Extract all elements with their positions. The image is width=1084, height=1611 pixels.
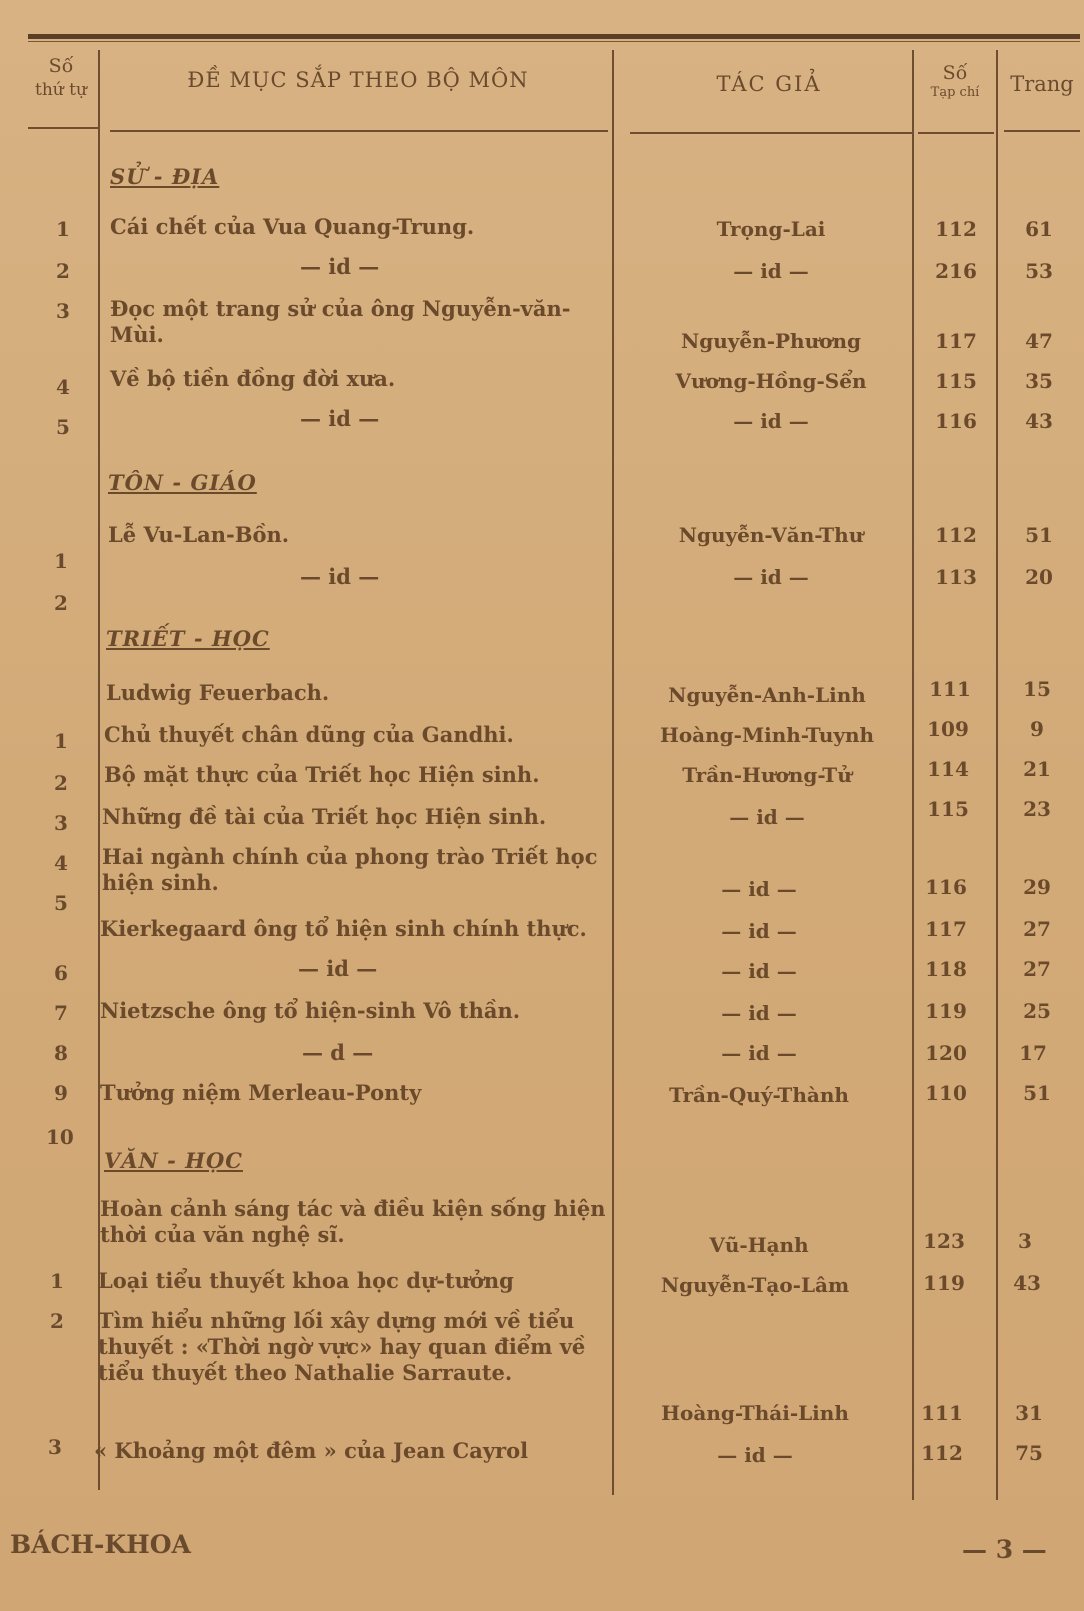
row-number: 5 (54, 891, 68, 915)
row-number: 1 (56, 217, 70, 241)
row-page: 20 (1025, 565, 1053, 589)
row-title: Hai ngành chính của phong trào Triết học hiện sinh. (102, 844, 598, 895)
row-author: Trọng-Lai (716, 217, 826, 241)
row-number: 2 (54, 771, 68, 795)
row-number: 5 (56, 415, 70, 439)
row-author: — id — (733, 565, 809, 589)
row-page: 75 (1015, 1441, 1043, 1465)
row-author: — id — (721, 877, 797, 901)
row-title: Lễ Vu-Lan-Bồn. (108, 522, 290, 547)
row-title: Bộ mặt thực của Triết học Hiện sinh. (104, 762, 540, 787)
row-issue: 112 (935, 523, 977, 547)
row-title: — id — (300, 406, 380, 431)
row-page: 27 (1023, 957, 1051, 981)
row-page: 15 (1023, 677, 1051, 701)
row-number: 1 (50, 1269, 64, 1293)
row-number: 8 (54, 1041, 68, 1065)
row-issue: 119 (925, 999, 967, 1023)
row-number: 4 (56, 375, 70, 399)
row-title: Kierkegaard ông tổ hiện sinh chính thực. (100, 916, 587, 941)
row-page: 31 (1015, 1401, 1043, 1425)
row-issue: 117 (935, 329, 977, 353)
row-page: 21 (1023, 757, 1051, 781)
section-triet-hoc: TRIẾT - HỌC (106, 626, 270, 651)
row-author: Trần-Quý-Thành (669, 1083, 849, 1107)
row-issue: 109 (927, 717, 969, 741)
row-author: — id — (721, 919, 797, 943)
row-author: — id — (729, 805, 805, 829)
section-ton-giao: TÔN - GIÁO (108, 470, 257, 495)
row-issue: 113 (935, 565, 977, 589)
row-title: Loại tiểu thuyết khoa học dự-tưởng (98, 1268, 514, 1293)
row-author: Vũ-Hạnh (709, 1233, 809, 1257)
row-title: « Khoảng một đêm » của Jean Cayrol (94, 1438, 529, 1463)
row-title: Tưởng niệm Merleau-Ponty (100, 1080, 422, 1105)
row-title: Chủ thuyết chân dũng của Gandhi. (104, 722, 514, 747)
row-issue: 216 (935, 259, 977, 283)
row-issue: 112 (921, 1441, 963, 1465)
row-author: — id — (717, 1443, 793, 1467)
row-issue: 115 (935, 369, 977, 393)
row-number: 1 (54, 549, 68, 573)
row-author: — id — (721, 959, 797, 983)
row-author: Nguyễn-Anh-Linh (668, 683, 866, 707)
row-author: Nguyễn-Văn-Thư (678, 523, 864, 547)
row-title: Nietzsche ông tổ hiện-sinh Vô thần. (100, 998, 521, 1023)
row-page: 53 (1025, 259, 1053, 283)
row-number: 7 (54, 1001, 68, 1025)
row-issue: 120 (925, 1041, 967, 1065)
row-author: Hoàng-Thái-Linh (661, 1401, 849, 1425)
row-title: Đọc một trang sử của ông Nguyễn-văn-Mùi. (110, 296, 571, 347)
row-author: — id — (721, 1041, 797, 1065)
row-title: — id — (298, 956, 378, 981)
row-issue: 116 (925, 875, 967, 899)
row-page: 43 (1025, 409, 1053, 433)
row-author: — id — (721, 1001, 797, 1025)
row-author: Trần-Hương-Tử (682, 763, 852, 787)
row-number: 6 (54, 961, 68, 985)
footer-magazine-name: BÁCH-KHOA (10, 1530, 191, 1559)
section-van-hoc: VĂN - HỌC (104, 1148, 243, 1173)
row-title: Những đề tài của Triết học Hiện sinh. (102, 804, 547, 829)
header-issue (915, 63, 995, 103)
header-author: TÁC GIẢ (716, 72, 822, 96)
row-author: Vương-Hồng-Sển (675, 369, 867, 393)
row-issue: 111 (921, 1401, 963, 1425)
row-number: 2 (54, 591, 68, 615)
row-number: 1 (54, 729, 68, 753)
row-author: Hoàng-Minh-Tuynh (659, 723, 875, 747)
section-su-dia: SỬ - ĐỊA (110, 164, 220, 189)
row-page: 47 (1025, 329, 1053, 353)
header-title: ĐỀ MỤC SẮP THEO BỘ MÔN (187, 68, 529, 92)
row-page: 23 (1023, 797, 1051, 821)
row-issue: 110 (925, 1081, 967, 1105)
header-rule-author (630, 132, 912, 134)
row-number: 10 (46, 1125, 74, 1149)
header-rule-title (110, 130, 608, 132)
header-stt-line2: thứ tự (35, 80, 87, 100)
header-issue-line2: Tạp chí (930, 85, 980, 100)
header-stt-line1: Số (48, 55, 74, 77)
row-title: Tìm hiểu những lối xây dựng mới về tiểu thuyết : «Thời ngờ vực» hay quan điểm về tiểu thuyết theo Nathalie Sarraute. (98, 1308, 586, 1385)
row-page: 51 (1023, 1081, 1051, 1105)
row-title: — id — (300, 254, 380, 279)
row-page: 29 (1023, 875, 1051, 899)
row-title: Hoàn cảnh sáng tác và điều kiện sống hiện thời của văn nghệ sĩ. (100, 1196, 606, 1247)
row-issue: 115 (927, 797, 969, 821)
header-rule-stt (28, 127, 98, 129)
row-page: 9 (1030, 717, 1044, 741)
header-rule-issue (918, 132, 994, 134)
row-issue: 123 (923, 1229, 965, 1253)
row-page: 27 (1023, 917, 1051, 941)
row-number: 4 (54, 851, 68, 875)
row-title: Ludwig Feuerbach. (106, 680, 330, 705)
header-rule-page (1004, 130, 1080, 132)
header-stt (22, 54, 100, 102)
row-title: — d — (302, 1040, 374, 1065)
row-title: — id — (300, 564, 380, 589)
row-author: — id — (733, 259, 809, 283)
row-issue: 111 (929, 677, 971, 701)
row-number: 3 (54, 811, 68, 835)
header-issue-line1: Số (942, 62, 968, 84)
row-page: 35 (1025, 369, 1053, 393)
row-page: 61 (1025, 217, 1053, 241)
row-number: 2 (56, 259, 70, 283)
row-page: 25 (1023, 999, 1051, 1023)
row-issue: 114 (927, 757, 969, 781)
row-page: 3 (1018, 1229, 1032, 1253)
row-number: 3 (48, 1435, 62, 1459)
row-number: 2 (50, 1309, 64, 1333)
row-issue: 112 (935, 217, 977, 241)
row-issue: 119 (923, 1271, 965, 1295)
row-page: 51 (1025, 523, 1053, 547)
row-page: 17 (1019, 1041, 1047, 1065)
top-rule-thin (28, 41, 1080, 42)
row-author: — id — (733, 409, 809, 433)
row-title: Cái chết của Vua Quang-Trung. (110, 214, 475, 239)
row-title: Về bộ tiền đồng đời xưa. (110, 366, 396, 391)
row-author: Nguyễn-Phương (681, 329, 861, 353)
row-issue: 117 (925, 917, 967, 941)
row-issue: 116 (935, 409, 977, 433)
row-page: 43 (1013, 1271, 1041, 1295)
footer-page-number: — 3 — (962, 1535, 1047, 1564)
row-author: Nguyễn-Tạo-Lâm (660, 1273, 850, 1297)
row-number: 9 (54, 1081, 68, 1105)
row-number: 3 (56, 299, 70, 323)
top-rule (28, 34, 1080, 39)
row-issue: 118 (925, 957, 967, 981)
header-page: Trang (1010, 72, 1074, 96)
